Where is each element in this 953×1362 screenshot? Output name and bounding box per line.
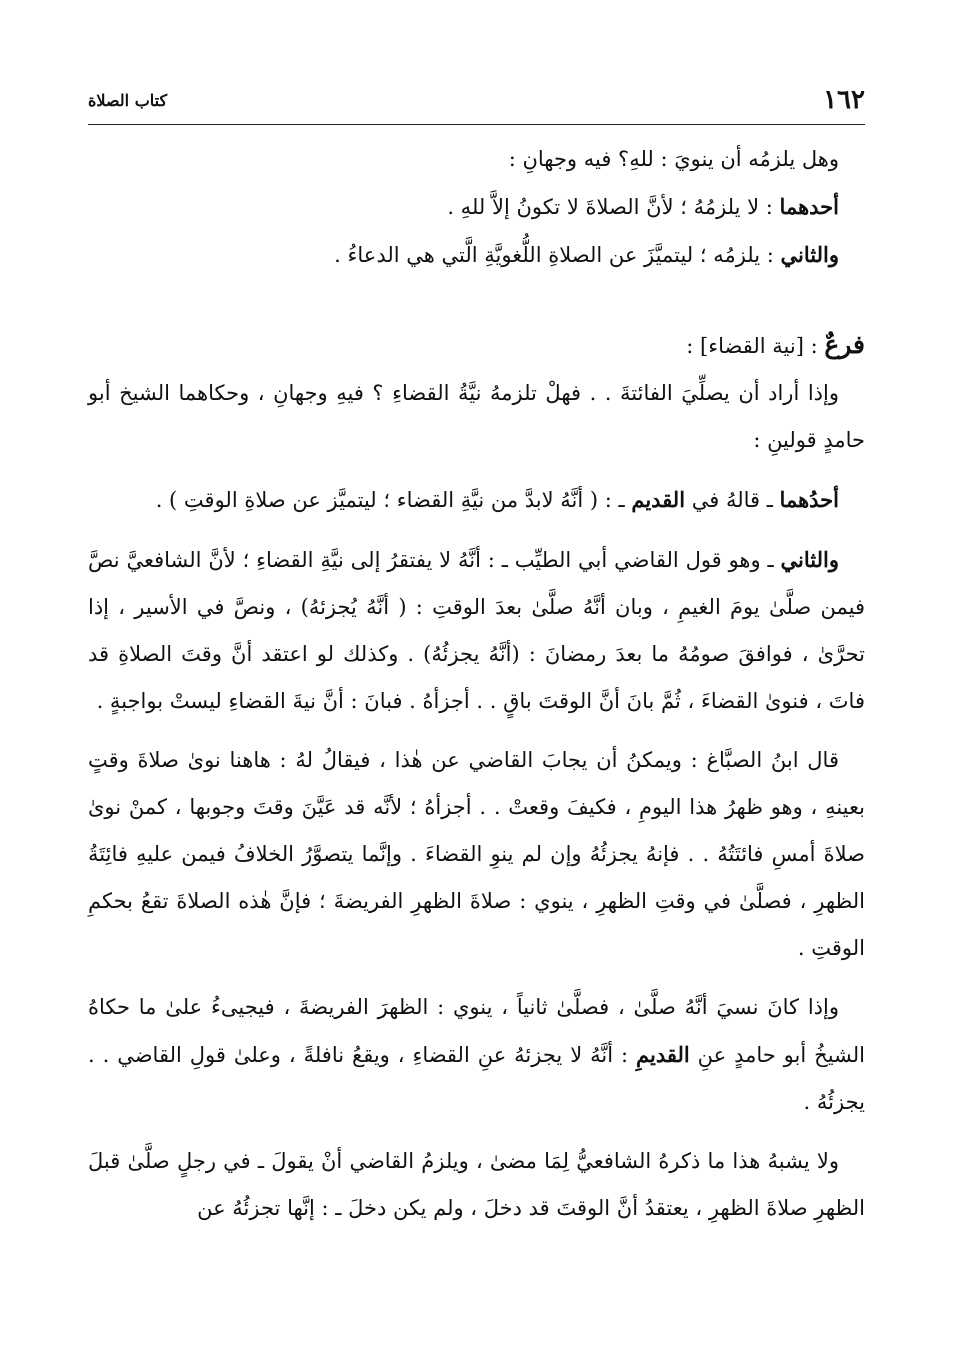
paragraph: وإذا أراد أن يصلِّيَ الفائتةَ . . فهلْ تلزمهُ نيَّةُ القضاءِ ؟ فيهِ وجهانِ ، وحكاهما الشيخ أبو حامدٍ قولينِ :	[88, 381, 865, 452]
paragraph-text: : لا يلزمُهُ ؛ لأنَّ الصلاةَ لا تكونُ إلاَّ للهِ .	[447, 195, 780, 219]
running-title: كتاب الصلاة	[88, 91, 168, 110]
paragraph: وهل يلزمُه أن ينويَ : للهِ؟ فيه وجهانِ :	[508, 147, 839, 171]
paragraph-text: : أنَّهُ لا يجزئهُ عنِ القضاءِ ، ويقعُ نافلةً ، وعلىٰ قولِ القاضي . . يجزئُهُ .	[88, 1043, 865, 1114]
second-view-label: والثاني	[780, 547, 839, 572]
old-school-label: القديمِ	[636, 1042, 690, 1067]
page-number: ١٦٢	[823, 85, 865, 115]
paragraph: قال ابنُ الصبَّاغ : ويمكنُ أن يجابَ القاضي عن هٰذا ، فيقالُ لهُ : هاهنا نوىٰ صلاةَ وقتٍ بعينهِ ، وهو ظهرُ هذا اليومِ ، فكيفَ وقعتْ . . أجزأهُ ؛ لأنَّه قد عَيَّنَ وقتَ وجوبها ، كمنْ نوىٰ صلاةَ أمسِ فائتَتُهُ . . فإنهُ يجزئُهُ وإن لم ينوِ القضاءَ . وإنَّما يتصوَّرُ الخلافُ فيمن عليهِ فائِتَةُ الظهرِ ، فصلَّىٰ في وقتِ الظهرِ ، ينوي : صلاةَ الظهرِ الفريضةَ ؛ فإنَّ هٰذه الصلاةَ تقعُ بحكمِ الوقتِ .	[88, 748, 865, 960]
page-header	[88, 80, 865, 125]
paragraph	[88, 984, 865, 1126]
section-heading-title: : [نية القضاء] :	[686, 334, 825, 358]
old-school-label: القديم	[631, 487, 686, 512]
paragraph	[88, 476, 865, 524]
paragraph	[88, 183, 865, 231]
paragraph: ولا يشبهُ هذا ما ذكرهُ الشافعيُّ لِمَا مضىٰ ، ويلزمُ القاضي أنْ يقولَ ـ في رجلٍ صلَّىٰ قبلَ الظهرِ صلاةَ الظهرِ ، يعتقدُ أنَّ الوقتَ قد دخلَ ، ولم يكن دخلَ ـ : إنَّها تجزئُهُ عن	[88, 1149, 865, 1220]
second-view-label: والثاني	[780, 242, 839, 267]
body-text	[88, 136, 865, 1232]
paragraph	[88, 536, 865, 725]
paragraph	[88, 231, 865, 279]
paragraph-text: ـ : ( أنَّهُ لابدَّ من نيَّةِ القضاء ؛ ليتميَّز عن صلاةِ الوقتِ ) .	[155, 488, 632, 512]
section-heading	[88, 321, 865, 370]
paragraph-text: وإذا كانَ نسيَ أنَّهُ صلَّىٰ ، فصلَّىٰ ثانياً ، ينوي : الظهرَ الفريضةَ ، فيجيىءُ علىٰ ما حكاهُ الشيخُ أبو حامدٍ عنِ	[88, 995, 865, 1067]
paragraph-text: ـ وهو قول القاضي أبي الطيِّب ـ : أنَّهُ لا يفتقرُ إلى نيَّةِ القضاءِ ؛ لأنَّ الشافعيَّ نصَّ فيمن صلَّىٰ يومَ الغيمِ ، وبان أنَّهُ صلَّىٰ بعدَ الوقتِ : ( أنَّهُ يُجزئهُ) ، ونصَّ في الأسير ، إذا تحرَّىٰ ، فوافقَ صومُهُ ما بعدَ رمضانَ : (أنَّهُ يجزئُهُ) . وكذلك لو اعتقد أنَّ وقتَ الصلاةِ قد فاتَ ، فنوىٰ القضاءَ ، ثُمَّ بانَ أنَّ الوقتَ باقٍ . . أجزأهُ . فبانَ : أنَّ نيةَ القضاءِ ليستْ بواجبةٍ .	[88, 548, 865, 713]
paragraph-text: : يلزمُه ؛ ليتميَّزَ عن الصلاةِ اللُّغويَّةِ الَّتي هي الدعاءُ .	[334, 243, 781, 267]
first-view-label: أحدُهما	[779, 487, 839, 512]
section-heading-label: فرعٌ	[824, 330, 865, 359]
paragraph-text: ـ قالهُ في	[685, 488, 780, 512]
first-view-label: أحدهما	[779, 194, 839, 219]
